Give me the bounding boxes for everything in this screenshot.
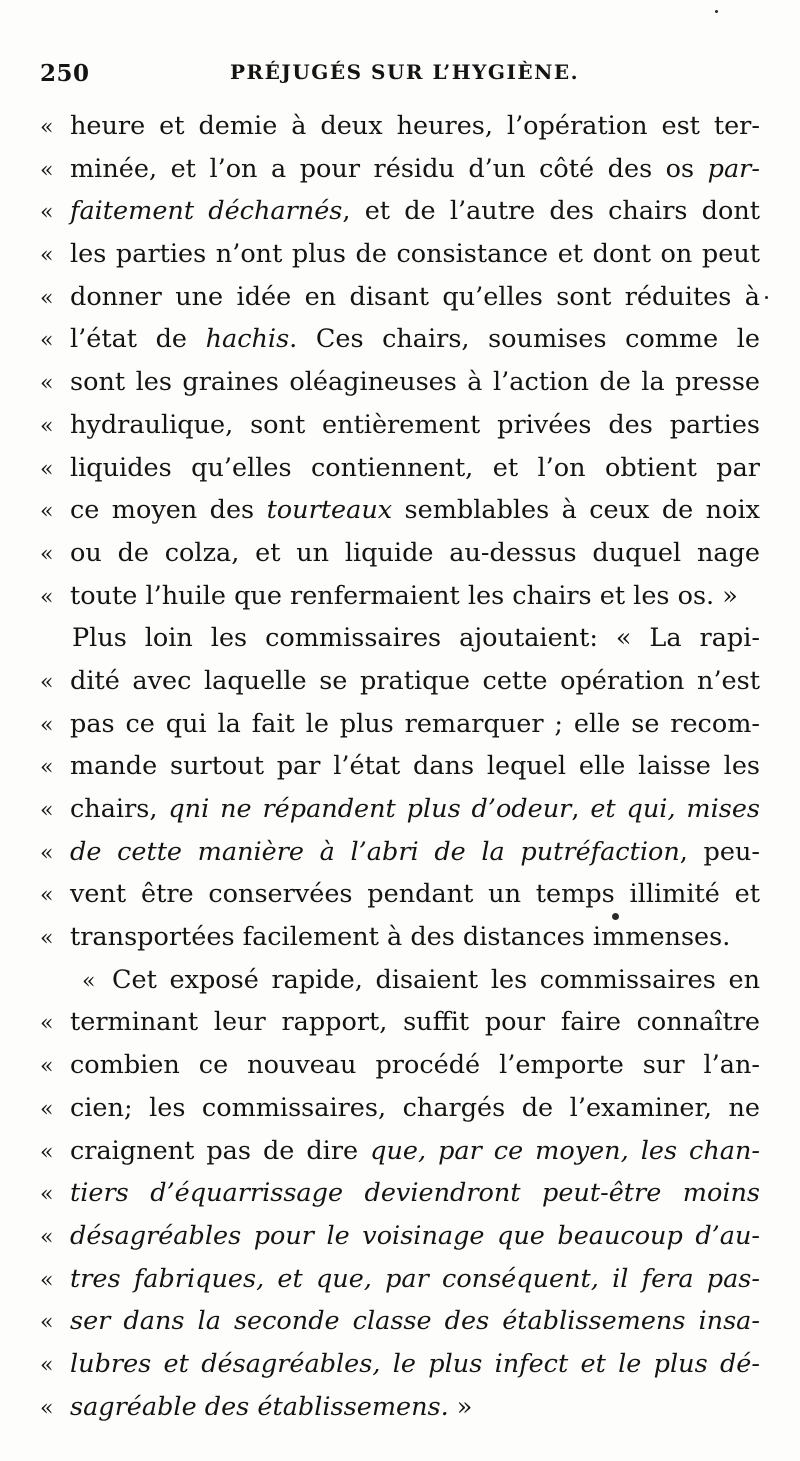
quote-mark: « — [40, 285, 54, 311]
print-speck — [765, 296, 768, 299]
quote-mark: « — [40, 243, 54, 269]
quote-mark: « — [40, 926, 54, 952]
text-line — [40, 447, 760, 490]
quote-mark: « — [40, 200, 54, 226]
text-line — [40, 1386, 760, 1429]
line-text: vent être conservées pendant un temps illimité et — [70, 879, 760, 910]
line-text: terminant leur rapport, suffit pour faire connaître — [70, 1007, 760, 1038]
italic-text: désagréables pour le voisinage que beaucoup d’au- — [70, 1220, 760, 1251]
line-text: chairs, — [70, 794, 169, 824]
line-text: pas ce qui la fait le plus remarquer ; elle se recom- — [70, 708, 760, 739]
running-head — [40, 60, 760, 100]
line-text: heure et demie à deux heures, l’opération est ter- — [70, 111, 760, 141]
italic-text: que, par ce moyen, les chan- — [370, 1135, 760, 1166]
italic-text: faitement décharnés — [70, 196, 343, 227]
text-line — [40, 361, 760, 404]
italic-text: tourteaux — [266, 495, 393, 526]
text-line — [40, 703, 760, 746]
line-text: dité avec laquelle se pratique cette opération n’est — [70, 665, 760, 696]
italic-text: par- — [707, 153, 760, 184]
text-line — [40, 916, 760, 959]
line-text: » — [448, 1391, 473, 1422]
text-line — [40, 1258, 760, 1301]
line-text: ou de colza, et un liquide au-dessus duquel nage — [70, 537, 760, 568]
line-text: . Ces chairs, soumises comme le — [289, 324, 760, 355]
text-line — [40, 190, 760, 233]
text-line — [40, 1001, 760, 1044]
quote-mark: « — [40, 1182, 54, 1208]
text-line — [40, 489, 760, 532]
text-line — [40, 1343, 760, 1386]
line-text: Cet exposé rapide, disaient les commissaires en — [112, 964, 760, 995]
body-text — [40, 105, 760, 1428]
line-text: sont les graines oléagineuses à l’action de la presse — [70, 367, 760, 398]
text-line — [40, 318, 760, 361]
quote-mark: « — [40, 755, 54, 781]
text-line — [40, 873, 760, 916]
quote-mark: « — [40, 328, 54, 354]
quote-mark: « — [40, 1310, 54, 1336]
text-line — [40, 1172, 760, 1215]
text-line — [40, 1130, 760, 1173]
line-text: ce moyen des — [70, 495, 267, 526]
text-line — [40, 1087, 760, 1130]
text-line — [40, 532, 760, 575]
line-text: craignent pas de dire — [70, 1135, 371, 1166]
line-text: , peu- — [679, 836, 760, 867]
italic-text: tiers d’équarrissage deviendront peut-être moins — [70, 1178, 760, 1209]
quote-mark: « — [40, 157, 54, 183]
quote-mark: « — [40, 371, 54, 397]
quote-mark: « — [40, 1395, 54, 1421]
quote-mark: « — [40, 584, 54, 610]
text-line — [40, 745, 760, 788]
quote-mark: « — [40, 541, 54, 567]
line-text: , — [571, 794, 591, 824]
quote-mark: « — [40, 840, 54, 866]
text-line — [40, 1300, 760, 1343]
quote-mark: « — [40, 456, 54, 482]
text-line — [40, 404, 760, 447]
quote-mark: « — [40, 1224, 54, 1250]
line-text: combien ce nouveau procédé l’emporte sur l’an- — [70, 1050, 760, 1081]
line-text: minée, et l’on a pour résidu d’un côté des os — [70, 153, 708, 184]
text-line — [40, 831, 760, 874]
italic-text: sagréable des établissemens. — [70, 1391, 449, 1422]
text-line — [40, 959, 760, 1002]
line-text: toute l’huile que renfermaient les chairs et les os. » — [70, 580, 738, 611]
line-text: Plus loin les commissaires ajoutaient: « La rapi- — [72, 623, 760, 654]
line-text: liquides qu’elles contiennent, et l’on obtient par — [70, 452, 760, 483]
line-text: , et de l’autre des chairs dont — [342, 196, 760, 227]
quote-mark: « — [40, 1139, 54, 1165]
line-text: mande surtout par l’état dans lequel elle laisse les — [70, 751, 760, 782]
quote-mark: « — [40, 1011, 54, 1037]
quote-mark: « — [40, 883, 54, 909]
text-line — [40, 617, 760, 660]
quote-mark: « — [40, 499, 54, 525]
italic-text: ser dans la seconde classe des établissemens insa- — [70, 1306, 760, 1337]
line-text: semblables à ceux de noix — [392, 495, 760, 526]
quote-mark: « — [40, 413, 54, 439]
quote-mark: « — [40, 669, 54, 695]
page-number: 250 — [40, 60, 90, 87]
print-speck — [715, 10, 718, 13]
text-line — [40, 575, 760, 618]
quote-mark: « — [40, 1096, 54, 1122]
italic-text: qni ne répandent plus d’odeur — [168, 794, 572, 824]
quote-mark: « — [40, 798, 54, 823]
line-text: hydraulique, sont entièrement privées des parties — [70, 409, 760, 440]
italic-text: tres fabriques, et que, par conséquent, il fera pas- — [70, 1263, 760, 1294]
quote-mark: « — [40, 712, 54, 738]
quote-mark: « — [40, 1352, 54, 1378]
text-line — [40, 105, 760, 148]
italic-text: lubres et désagréables, le plus infect et le plus dé- — [70, 1348, 760, 1379]
line-text: cien; les commissaires, chargés de l’examiner, ne — [70, 1092, 760, 1123]
text-line — [40, 276, 760, 319]
italic-text: et qui, mises — [590, 794, 760, 824]
text-line — [40, 1215, 760, 1258]
quote-mark: « — [40, 115, 54, 140]
line-text: les parties n’ont plus de consistance et dont on peut — [70, 239, 760, 270]
running-title: PRÉJUGÉS SUR L’HYGIÈNE. — [230, 60, 580, 84]
quote-mark: « — [82, 968, 96, 994]
text-line — [40, 148, 760, 191]
text-line — [40, 788, 760, 831]
text-line — [40, 233, 760, 276]
italic-text: de cette manière à l’abri de la putréfaction — [70, 836, 680, 867]
line-text: transportées facilement à des distances immenses. — [70, 922, 731, 953]
print-speck — [612, 913, 619, 920]
text-line — [40, 1044, 760, 1087]
text-line — [40, 660, 760, 703]
italic-text: hachis — [205, 324, 290, 355]
line-text: donner une idée en disant qu’elles sont réduites à — [70, 281, 760, 312]
line-text: l’état de — [70, 324, 206, 355]
quote-mark: « — [40, 1054, 54, 1080]
quote-mark: « — [40, 1267, 54, 1293]
